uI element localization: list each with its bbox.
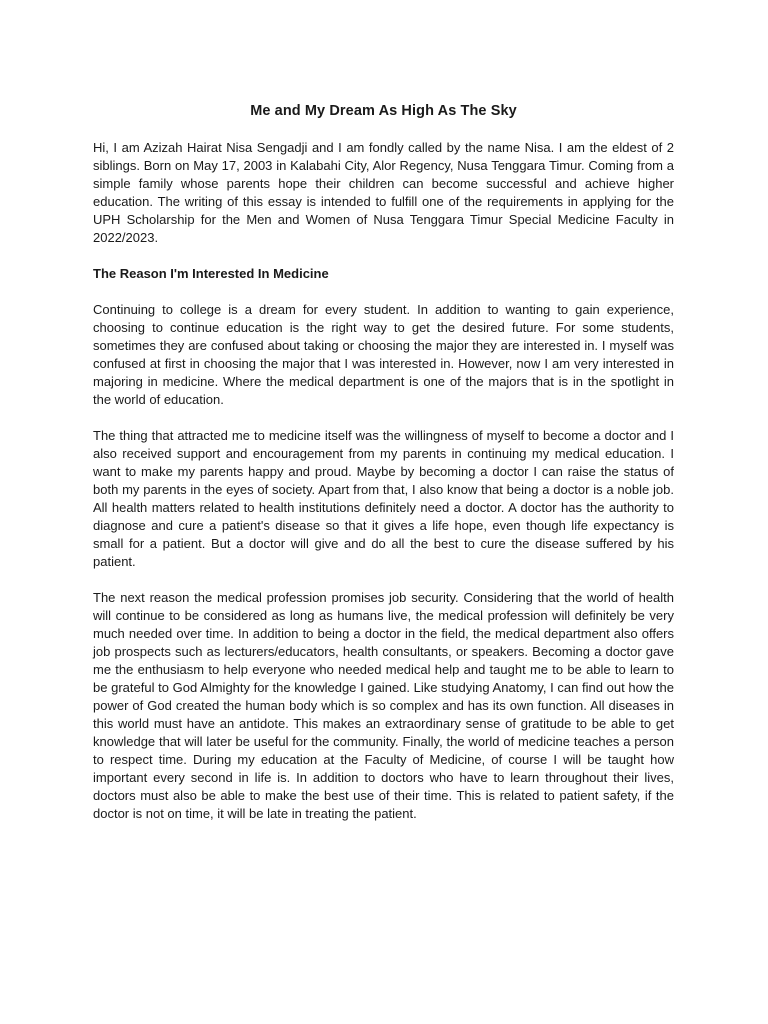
- intro-paragraph: Hi, I am Azizah Hairat Nisa Sengadji and I am fondly called by the name Nisa. I am the eldest of 2 siblings. Born on May 17, 2003 in Kalabahi City, Alor Regency, Nusa Tenggara Timur. Coming from a simple family whose parents hope their children can become successful and achieve higher education. The writing of this essay is intended to fulfill one of the requirements in applying for the UPH Scholarship for the Men and Women of Nusa Tenggara Timur Special Medicine Faculty in 2022/2023.: [93, 140, 674, 245]
- section-heading: The Reason I'm Interested In Medicine: [93, 266, 329, 281]
- body-paragraph-3: The next reason the medical profession promises job security. Considering that the world of health will continue to be considered as long as humans live, the medical profession will definitely be very much needed over time. In addition to being a doctor in the field, the medical department also offers job prospects such as lecturers/educators, health consultants, or speakers. Becoming a doctor gave me the enthusiasm to help everyone who needed medical help and taught me to be able to learn to be grateful to God Almighty for the knowledge I gained. Like studying Anatomy, I can find out how the power of God created the human body which is so complex and has its own function. All diseases in this world must have an antidote. This makes an extraordinary sense of gratitude to be able to get knowledge that will later be useful for the community. Finally, the world of medicine teaches a person to respect time. During my education at the Faculty of Medicine, of course I will be taught how important every second in life is. In addition to doctors who have to learn throughout their lives, doctors must also be able to make the best use of their time. This is related to patient safety, if the doctor is not on time, it will be late in treating the patient.: [93, 590, 674, 821]
- document-title: Me and My Dream As High As The Sky: [250, 103, 517, 119]
- body-paragraph-1: Continuing to college is a dream for every student. In addition to wanting to gain experience, choosing to continue education is the right way to get the desired future. For some students, sometimes they are confused about taking or choosing the major they are interested in. I myself was confused at first in choosing the major that I was interested in. However, now I am very interested in majoring in medicine. Where the medical department is one of the majors that is in the spotlight in the world of education.: [93, 302, 674, 407]
- body-paragraph-2: The thing that attracted me to medicine itself was the willingness of myself to become a doctor and I also received support and encouragement from my parents in continuing my medical education. I want to make my parents happy and proud. Maybe by becoming a doctor I can raise the status of both my parents in the eyes of society. Apart from that, I also know that being a doctor is a noble job. All health matters related to health institutions definitely need a doctor. A doctor has the authority to diagnose and cure a patient's disease so that it gives a life hope, even though life expectancy is small for a patient. But a doctor will give and do all the best to cure the disease suffered by his patient.: [93, 428, 674, 569]
- document-page: [93, 102, 674, 841]
